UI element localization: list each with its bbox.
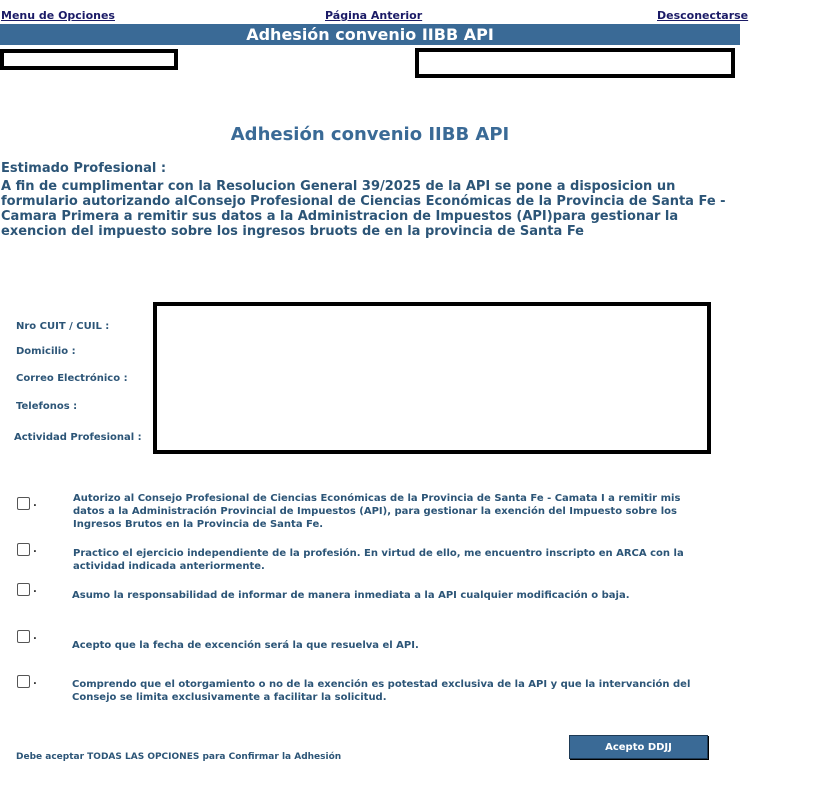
checkbox-exemption-date[interactable] xyxy=(17,630,30,643)
domicilio-label: Domicilio : xyxy=(16,346,76,357)
checkbox-independent-practice-text: Practico el ejercicio independiente de la profesión. En virtud de ello, me encuentro inscripto en ARCA con la actividad indicada anteriormente. xyxy=(73,548,684,572)
email-label: Correo Electrónico : xyxy=(16,373,128,384)
accept-ddjj-button[interactable]: Acepto DDJJ xyxy=(569,735,708,759)
checkbox-dot: . xyxy=(33,631,37,642)
checkbox-dot: . xyxy=(33,498,37,509)
actividad-label: Actividad Profesional : xyxy=(14,432,142,443)
checkbox-responsibility[interactable] xyxy=(17,583,30,596)
page-title: Adhesión convenio IIBB API xyxy=(230,124,510,145)
checkbox-dot: . xyxy=(33,584,37,595)
cuit-label: Nro CUIT / CUIL : xyxy=(16,321,110,332)
checkbox-responsibility-text: Asumo la responsabilidad de informar de manera inmediata a la API cualquier modificación o baja. xyxy=(72,590,630,601)
checkbox-authorize-text: Autorizo al Consejo Profesional de Ciencias Económicas de la Provincia de Santa Fe - Camata I a remitir mis datos a la Administración Provincial de Impuestos (API), para gestionar la exención del Impuesto sobre los Ingresos Brutos en la Provincia de Santa Fe. xyxy=(73,493,681,530)
redacted-user-box xyxy=(0,49,178,70)
intro-paragraph: A fin de cumplimentar con la Resolucion General 39/2025 de la API se pone a disposicion un formulario autorizando alConsejo Profesional de Ciencias Económicas de la Provincia de Santa Fe - Camara Primera a remitir sus datos a la Administracion de Impuestos (API)para gestionar la exencion del impuesto sobre los ingresos bruots de en la provincia de Santa Fe xyxy=(1,179,726,239)
redacted-personal-data xyxy=(153,302,711,454)
logout-link[interactable]: Desconectarse xyxy=(657,9,749,22)
checkbox-dot: . xyxy=(33,676,37,687)
checkbox-authorize[interactable] xyxy=(17,497,30,510)
checkbox-independent-practice[interactable] xyxy=(17,543,30,556)
previous-page-link[interactable]: Página Anterior xyxy=(325,9,423,22)
checkbox-exemption-date-text: Acepto que la fecha de excención será la que resuelva el API. xyxy=(72,640,419,651)
checkbox-api-discretion[interactable] xyxy=(17,675,30,688)
greeting-text: Estimado Profesional : xyxy=(1,161,167,176)
redacted-info-box xyxy=(415,48,735,78)
menu-link[interactable]: Menu de Opciones xyxy=(1,9,115,22)
header-banner: Adhesión convenio IIBB API xyxy=(0,24,740,45)
checkbox-dot: . xyxy=(33,544,37,555)
telefonos-label: Telefonos : xyxy=(16,401,78,412)
checkbox-api-discretion-text: Comprendo que el otorgamiento o no de la exención es potestad exclusiva de la API y que la intervanción del Consejo se limita exclusivamente a facilitar la solicitud. xyxy=(72,679,691,703)
accept-all-note: Debe aceptar TODAS LAS OPCIONES para Confirmar la Adhesión xyxy=(16,752,342,762)
